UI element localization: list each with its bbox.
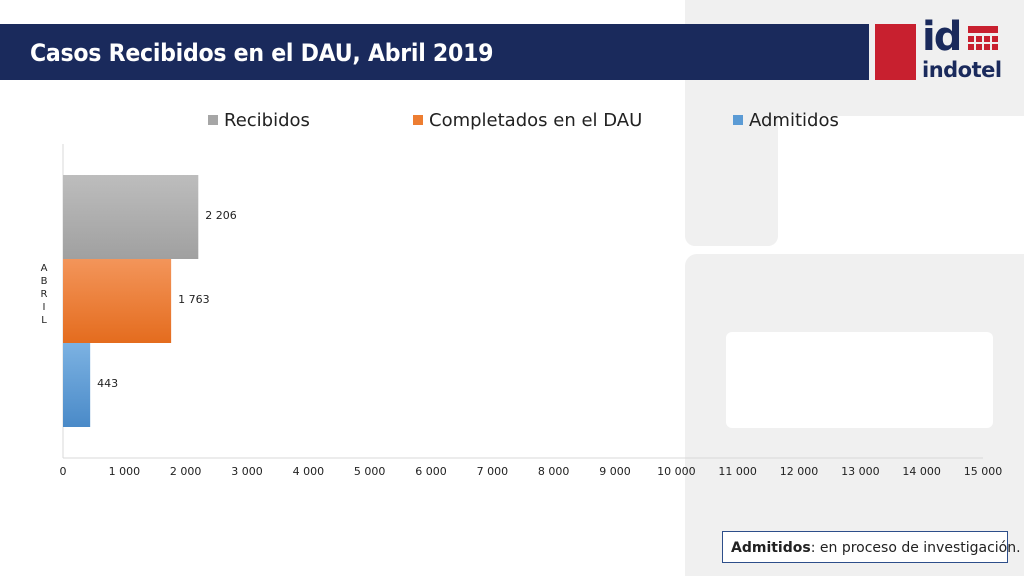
bar-2 bbox=[63, 343, 90, 427]
x-tick-label: 7 000 bbox=[476, 465, 509, 478]
x-tick-label: 0 bbox=[59, 465, 67, 478]
data-label-1: 1 763 bbox=[178, 293, 210, 306]
data-label-0: 2 206 bbox=[205, 209, 237, 222]
legend-label-admitidos: Admitidos bbox=[749, 109, 839, 131]
note-box bbox=[722, 531, 1021, 563]
x-tick-label: 14 000 bbox=[902, 465, 941, 478]
x-tick-label: 13 000 bbox=[841, 465, 880, 478]
x-tick-label: 6 000 bbox=[415, 465, 447, 478]
category-letter: A bbox=[40, 263, 48, 274]
category-letter: I bbox=[42, 302, 46, 313]
x-tick-label: 8 000 bbox=[537, 465, 570, 478]
note-term: Admitidos bbox=[731, 540, 811, 556]
note-text: : en proceso de investigación. bbox=[810, 540, 1021, 556]
legend-label-recibidos: Recibidos bbox=[224, 109, 310, 131]
x-tick-label: 2 000 bbox=[169, 465, 202, 478]
bar-0 bbox=[63, 175, 198, 259]
page-title: Casos Recibidos en el DAU, Abril 2019 bbox=[30, 39, 494, 67]
legend-label-completados: Completados en el DAU bbox=[429, 109, 643, 131]
category-letter: B bbox=[40, 276, 48, 287]
category-letter: L bbox=[41, 315, 47, 326]
x-tick-label: 4 000 bbox=[292, 465, 325, 478]
logo-mark: id bbox=[922, 14, 961, 60]
category-letter: R bbox=[40, 289, 48, 300]
x-tick-label: 12 000 bbox=[779, 465, 819, 478]
x-tick-label: 3 000 bbox=[231, 465, 263, 478]
x-tick-label: 10 000 bbox=[657, 465, 696, 478]
x-tick-label: 15 000 bbox=[963, 465, 1003, 478]
x-tick-label: 5 000 bbox=[353, 465, 386, 478]
x-tick-label: 1 000 bbox=[108, 465, 141, 478]
x-tick-label: 11 000 bbox=[718, 465, 757, 478]
logo-wordmark: indotel bbox=[922, 58, 1002, 82]
x-tick-label: 9 000 bbox=[599, 465, 631, 478]
data-label-2: 443 bbox=[97, 377, 119, 390]
bar-1 bbox=[63, 259, 171, 343]
